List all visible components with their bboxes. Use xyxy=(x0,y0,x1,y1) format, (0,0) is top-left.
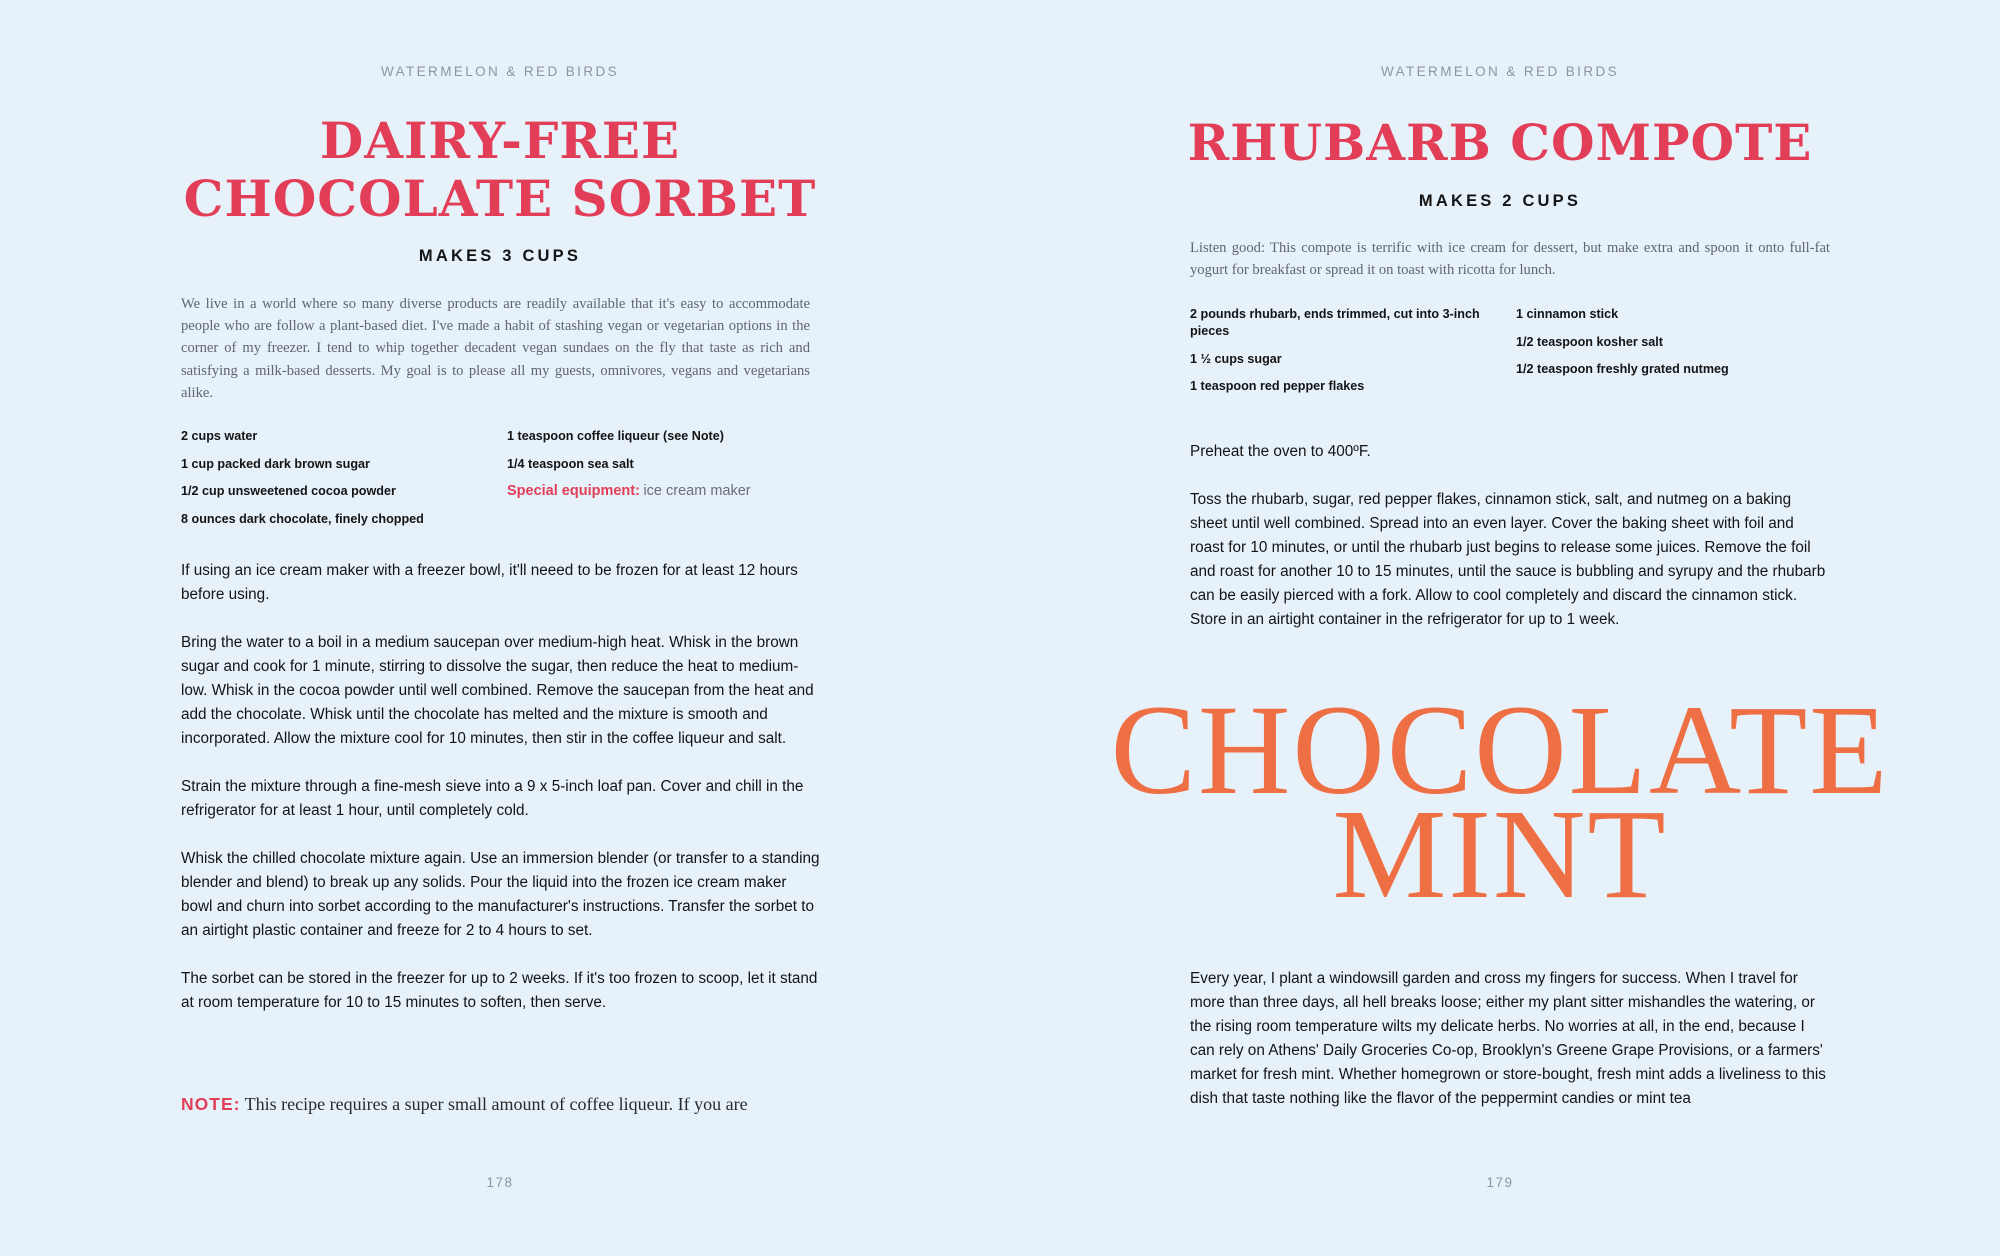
ingredient-column xyxy=(181,428,507,538)
ingredient-column xyxy=(1516,306,1836,406)
recipe-title xyxy=(0,112,1000,228)
running-head: WATERMELON & RED BIRDS xyxy=(1380,64,1620,79)
right-page xyxy=(1000,0,2000,1256)
ingredient-column xyxy=(507,428,827,538)
note-label: NOTE: xyxy=(181,1094,241,1114)
ingredient-item: 1/4 teaspoon sea salt xyxy=(507,456,634,471)
recipe-yield: MAKES 3 CUPS xyxy=(418,247,582,265)
ingredient-list xyxy=(181,428,827,538)
recipe-title-line: DAIRY-FREE xyxy=(319,111,681,170)
ingredient-item: 8 ounces dark chocolate, finely chopped xyxy=(181,511,424,526)
ingredient-item: 2 pounds rhubarb, ends trimmed, cut into 3-inch pieces xyxy=(1190,307,1480,338)
page-number: 178 xyxy=(486,1175,514,1190)
recipe-step: Toss the rhubarb, sugar, red pepper flakes, cinnamon stick, salt, and nutmeg on a baking sheet until well combined. Spread into an even layer. Cover the baking sheet with foil and roast for 10 minutes, or until the rhubarb just begins to release some juices. Remove the foil and roast for another 10 to 15 minutes, until the sauce is bubbling and syrupy and the rhubarb can be easily pierced with a fork. Allow to cool completely and discard the cinnamon stick. Store in an airtight container in the refrigerator for up to 1 week. xyxy=(1190,491,1826,628)
recipe-step: If using an ice cream maker with a freezer bowl, it'll neeed to be frozen for at least 12 hours before using. xyxy=(181,562,798,603)
special-equipment-label: Special equipment: xyxy=(507,483,640,499)
recipe-step: Whisk the chilled chocolate mixture again. Use an immersion blender (or transfer to a standing blender and blend) to break up any solids. Pour the liquid into the frozen ice cream maker bowl and churn into sorbet according to the manufacturer's instructions. Transfer the sorbet to an airtight plastic container and freeze for 2 to 4 hours to set. xyxy=(181,850,820,939)
recipe-step: Bring the water to a boil in a medium saucepan over medium-high heat. Whisk in the brown sugar and cook for 1 minute, stirring to dissolve the sugar, then reduce the heat to medium-low. Whisk in the cocoa powder until well combined. Remove the saucepan from the heat and add the chocolate. Whisk until the chocolate has melted and the mixture is smooth and incorporated. Allow the mixture cool for 10 minutes, then stir in the coffee liqueur and salt. xyxy=(181,634,814,747)
recipe-step: Strain the mixture through a fine-mesh sieve into a 9 x 5-inch loaf pan. Cover and chill in the refrigerator for at least 1 hour, until completely cold. xyxy=(181,778,804,819)
section-title-line: CHOCOLATE xyxy=(1110,679,1890,821)
recipe-steps xyxy=(1190,440,1830,656)
recipe-title-line: CHOCOLATE SORBET xyxy=(183,169,817,228)
recipe-yield: MAKES 2 CUPS xyxy=(1418,192,1582,210)
ingredient-item: 1 cup packed dark brown sugar xyxy=(181,456,370,471)
section-intro-paragraph: Every year, I plant a windowsill garden and cross my fingers for success. When I travel for more than three days, all hell breaks loose; either my plant sitter mishandles the watering, or the rising room temperature wilts my delicate herbs. No worries at all, in the end, because I can rely on Athens' Daily Groceries Co-op, Brooklyn's Greene Grape Provisions, or a farmers' market for fresh mint. Whether homegrown or store-bought, fresh mint adds a liveliness to this dish that taste nothing like the flavor of the peppermint candies or mint tea xyxy=(1190,970,1826,1107)
ingredient-item: 1/2 cup unsweetened cocoa powder xyxy=(181,484,396,498)
recipe-note xyxy=(181,1094,841,1115)
recipe-steps xyxy=(181,559,821,1039)
ingredient-list xyxy=(1190,306,1836,406)
special-equipment-value: ice cream maker xyxy=(643,483,751,499)
section-intro xyxy=(1190,967,1830,1135)
section-title xyxy=(1000,679,2000,925)
page-number: 179 xyxy=(1486,1175,1514,1190)
running-head: WATERMELON & RED BIRDS xyxy=(380,64,620,79)
note-text: This recipe requires a super small amount of coffee liqueur. If you are xyxy=(244,1094,748,1114)
ingredient-item: 1 cinnamon stick xyxy=(1516,307,1619,321)
recipe-step: Preheat the oven to 400ºF. xyxy=(1190,443,1371,460)
recipe-step: The sorbet can be stored in the freezer for up to 2 weeks. If it's too frozen to scoop, let it stand at room temperature for 10 to 15 minutes to soften, then serve. xyxy=(181,970,818,1011)
recipe-intro: Listen good: This compote is terrific with ice cream for dessert, but make extra and spoon it onto full-fat yogurt for breakfast or spread it on toast with ricotta for lunch. xyxy=(1190,240,1830,279)
recipe-intro: We live in a world where so many diverse products are readily available that it's easy to accommodate people who are follow a plant-based diet. I've made a habit of stashing vegan or vegetarian options in the corner of my freezer. I tend to whip together decadent vegan sundaes on the fly that taste as rich and satisfying a milk-based desserts. My goal is to please all my guests, omnivores, vegans and vegetarians alike. xyxy=(181,296,810,401)
section-title-line: MINT xyxy=(1332,783,1668,925)
ingredient-item: 1 teaspoon coffee liqueur (see Note) xyxy=(507,429,724,443)
recipe-title: RHUBARB COMPOTE xyxy=(1187,113,1813,172)
ingredient-item: 1 teaspoon red pepper flakes xyxy=(1190,379,1365,393)
ingredient-item: 1/2 teaspoon freshly grated nutmeg xyxy=(1516,362,1729,376)
ingredient-item: 1/2 teaspoon kosher salt xyxy=(1516,334,1663,349)
ingredient-item: 2 cups water xyxy=(181,429,258,443)
ingredient-item: 1 ½ cups sugar xyxy=(1190,351,1282,366)
ingredient-column xyxy=(1190,306,1516,406)
special-equipment xyxy=(507,483,827,499)
